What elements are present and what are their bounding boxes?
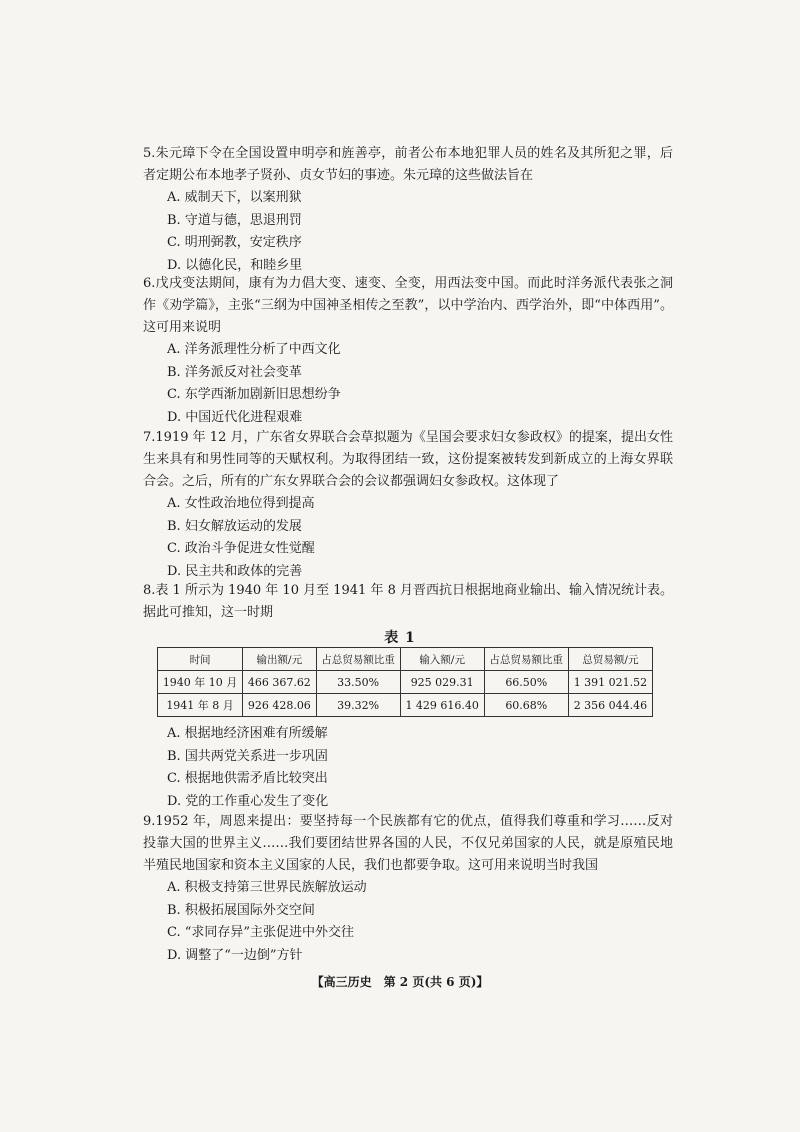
table-cell: 926 428.06 (243, 694, 316, 717)
table-cell: 1 429 616.40 (400, 694, 484, 717)
question-stem (143, 580, 673, 624)
option-d: D. 以德化民，和睦乡里 (167, 257, 303, 273)
page-footer: 【高三历史 第 2 页(共 6 页)】 (311, 975, 489, 989)
option-d: D. 党的工作重心发生了变化 (167, 793, 329, 809)
option-a: A. 根据地经济困难有所缓解 (167, 726, 328, 741)
question-stem (143, 427, 673, 493)
question-number: 6. (143, 276, 156, 291)
option-a: A. 积极支持第三世界民族解放运动 (167, 880, 367, 895)
option-c: C. 政治斗争促进女性觉醒 (167, 541, 315, 556)
question-text: 戊戌变法期间，康有为力倡大变、速变、全变，用西法变中国。而此时洋务派代表张之洞作《劝学篇》，主张“三纲为中国神圣相传之至教”，以中学治内、西学治外，即“中体西用”。这可用来说明 (143, 276, 673, 335)
table-cell: 39.32% (316, 694, 400, 717)
question-8 (143, 580, 673, 624)
question-text: 朱元璋下令在全国设置申明亭和旌善亭，前者公布本地犯罪人员的姓名及其所犯之罪，后者定期公布本地孝子贤孙、贞女节妇的事迹。朱元璋的这些做法旨在 (143, 146, 673, 183)
question-text: 1919 年 12 月，广东省女界联合会草拟题为《呈国会要求妇女参政权》的提案，提出女性生来具有和男性同等的天赋权利。为取得团结一致，这份提案被转发到新成立的上海女界联合会。之后，所有的广东女界联合会的会议都强调妇女参政权。这体现了 (143, 430, 673, 489)
table-cell: 60.68% (484, 694, 568, 717)
table-header-row (158, 648, 653, 671)
table-row (158, 694, 653, 717)
question-stem (143, 143, 673, 187)
question-9 (143, 811, 673, 967)
column-header: 输出额/元 (243, 648, 316, 671)
question-number: 9. (143, 814, 156, 829)
table-title: 表 1 (384, 630, 416, 646)
option-c: C. 根据地供需矛盾比较突出 (167, 771, 328, 786)
option-b: B. 守道与德，思退刑罚 (167, 212, 302, 228)
column-header: 时间 (158, 648, 243, 671)
question-6 (143, 273, 673, 429)
table-cell: 2 356 044.46 (568, 694, 652, 717)
question-7 (143, 427, 673, 583)
table-cell: 1 391 021.52 (568, 671, 652, 694)
question-number: 7. (143, 430, 156, 445)
option-d: D. 调整了“一边倒”方针 (167, 947, 303, 963)
question-stem (143, 273, 673, 339)
question-number: 8. (143, 583, 156, 598)
trade-statistics-table (157, 647, 653, 717)
option-a: A. 威制天下，以案刑狱 (167, 190, 302, 205)
option-c: C. 东学西渐加剧新旧思想纷争 (167, 387, 341, 402)
option-b: B. 国共两党关系进一步巩固 (167, 748, 328, 764)
column-header: 占总贸易额比重 (484, 648, 568, 671)
table-row (158, 671, 653, 694)
option-d: D. 中国近代化进程艰难 (167, 409, 303, 425)
question-text: 表 1 所示为 1940 年 10 月至 1941 年 8 月晋西抗日根据地商业输出、输入情况统计表。据此可推知，这一时期 (143, 583, 673, 620)
table-cell: 33.50% (316, 671, 400, 694)
table-cell: 925 029.31 (400, 671, 484, 694)
option-c: C. “求同存异”主张促进中外交往 (167, 925, 355, 940)
option-d: D. 民主共和政体的完善 (167, 563, 303, 579)
option-b: B. 妇女解放运动的发展 (167, 518, 302, 534)
option-a: A. 女性政治地位得到提高 (167, 496, 315, 511)
question-stem (143, 811, 673, 877)
option-c: C. 明刑弼教，安定秩序 (167, 235, 302, 250)
option-a: A. 洋务派理性分析了中西文化 (167, 342, 341, 357)
table-cell: 1940 年 10 月 (158, 671, 243, 694)
option-b: B. 洋务派反对社会变革 (167, 364, 302, 380)
question-text: 1952 年，周恩来提出：要坚持每一个民族都有它的优点，值得我们尊重和学习……反对投靠大国的世界主义……我们要团结世界各国的人民，不仅兄弟国家的人民，就是原殖民地半殖民地国家和资本主义国家的人民，我们也都要争取。这可用来说明当时我国 (143, 814, 673, 873)
column-header: 总贸易额/元 (568, 648, 652, 671)
question-number: 5. (143, 146, 156, 161)
table-cell: 66.50% (484, 671, 568, 694)
question-5 (143, 143, 673, 277)
column-header: 占总贸易额比重 (316, 648, 400, 671)
table-cell: 1941 年 8 月 (158, 694, 243, 717)
question-8-options (143, 723, 673, 813)
table-cell: 466 367.62 (243, 671, 316, 694)
column-header: 输入额/元 (400, 648, 484, 671)
option-b: B. 积极拓展国际外交空间 (167, 902, 315, 918)
